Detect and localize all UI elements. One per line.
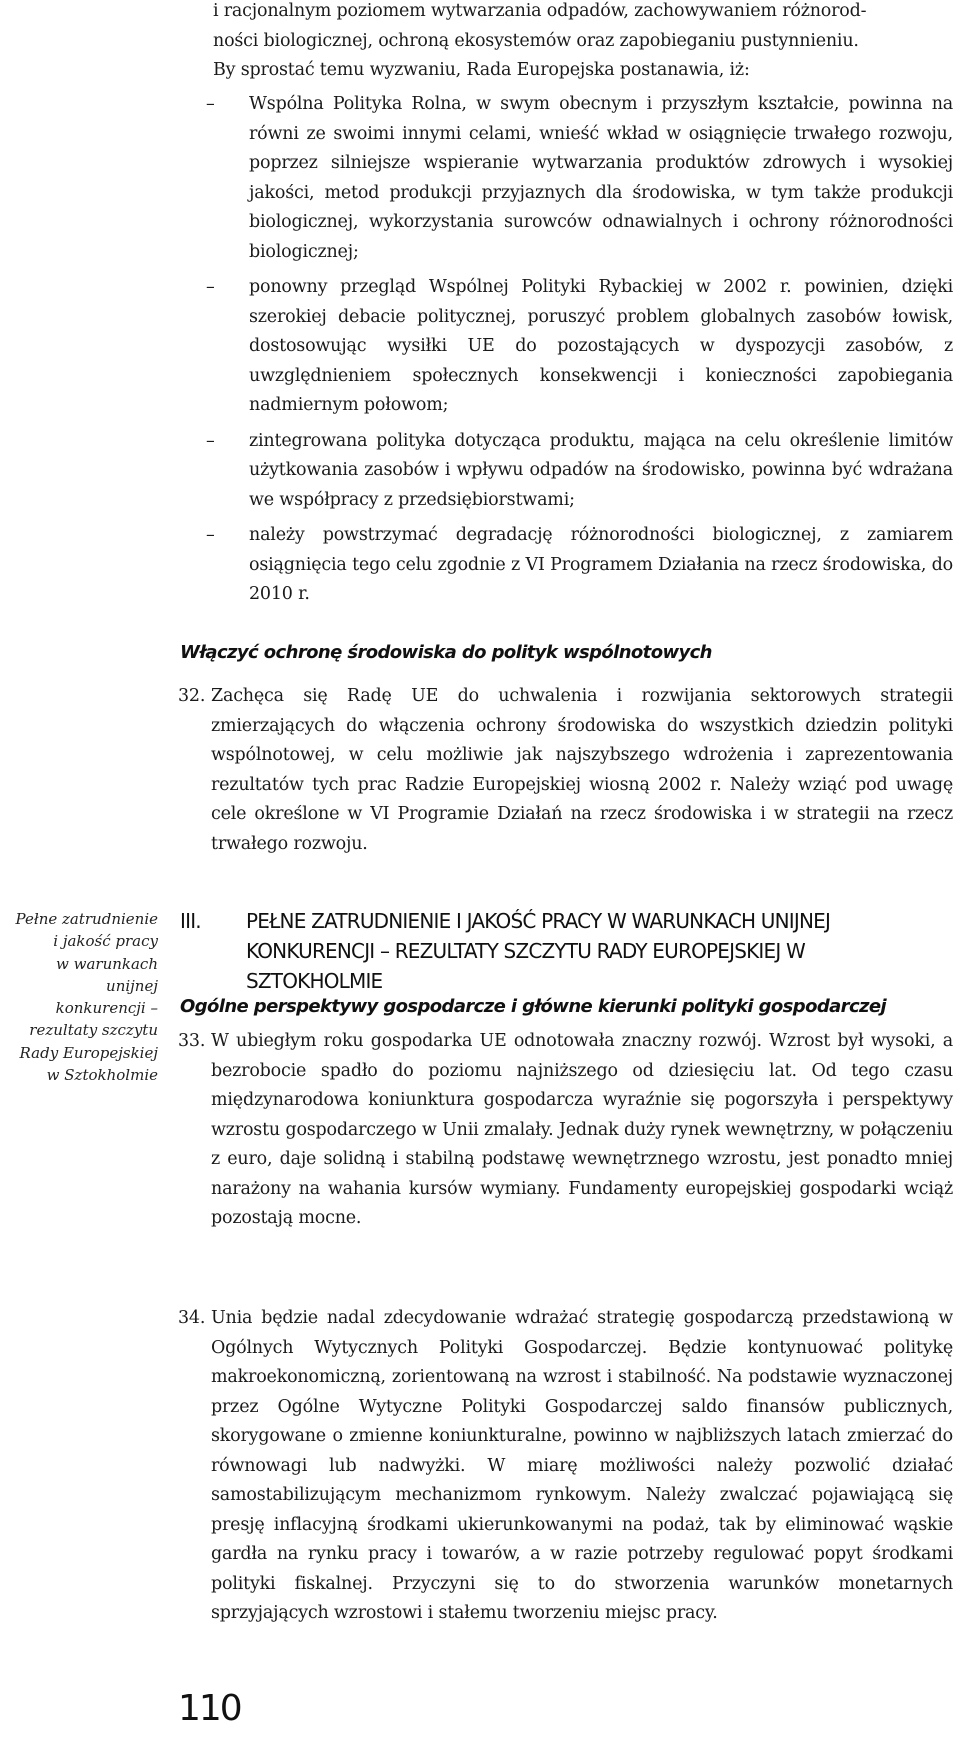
paragraph-text: W ubiegłym roku gospodarka UE odnotowała znaczny rozwój. Wzrost był wysoki, a bezrobocie spadło do poziomu najniższego od dziesięciu lat. Od tego czasu międzynarodowa koniunktura gospodarcza wyraźnie się pogorszyła i perspektywy wzrostu gospodarczego w Unii zmalały. Jednak duży rynek wewnętrzny, w połączeniu z euro, daje solidną i stabilną podstawę wewnętrznego wzrostu, jest ponadto mniej narażony na wahania kursów wymiany. Fundamenty europejskiej gospodarki wciąż pozostają mocne.: [211, 1031, 953, 1228]
numbered-paragraph-33: [178, 1027, 953, 1234]
margin-note-line: w warunkach unijnej: [56, 954, 158, 995]
dash-marker: –: [206, 525, 215, 545]
paragraph-number: 33.: [178, 1031, 206, 1051]
margin-note-line: i jakość pracy: [53, 932, 158, 951]
intro-line: By sprostać temu wyzwaniu, Rada Europejska postanawia, iż:: [213, 60, 750, 80]
margin-note-line: rezultaty szczytu: [29, 1021, 158, 1040]
subheading-economic-perspectives: Ogólne perspektywy gospodarcze i główne kierunki polityki gospodarczej: [180, 996, 887, 1017]
dash-item-text: Wspólna Polityka Rolna, w swym obecnym i przyszłym kształcie, powinna na równi ze swoimi innymi celami, wnieść wkład w osiągnięcie trwałego rozwoju, poprzez silniejsze wspieranie wytwarzania produktów zdrowych i wysokiej jakości, metod produkcji przyjaznych dla środowiska, w tym także produkcji biologicznej, wykorzystania surowców odnawialnych i ochrony różnorodności biologicznej;: [249, 94, 953, 262]
dash-list-item: [206, 521, 953, 610]
dash-marker: –: [206, 430, 215, 451]
page-number: 110: [178, 1688, 241, 1729]
dash-list-item: [206, 427, 953, 516]
dash-marker: –: [206, 94, 215, 114]
dash-item-text: należy powstrzymać degradację różnorodności biologicznej, z zamiarem osiągnięcia tego celu zgodnie z VI Programem Działania na rzecz środowiska, do 2010 r.: [249, 525, 953, 604]
paragraph-number: 34.: [178, 1308, 206, 1328]
section-heading-III: [180, 906, 955, 996]
section-numeral: III.: [180, 909, 201, 933]
margin-note-line: Pełne zatrudnienie: [15, 910, 158, 928]
dash-marker: –: [206, 277, 215, 297]
paragraph-number: 32.: [178, 686, 206, 706]
intro-line: i racjonalnym poziomem wytwarzania odpadów, zachowywaniem różnorod-: [213, 1, 867, 21]
numbered-paragraph-32: [178, 682, 953, 859]
dash-item-text: zintegrowana polityka dotycząca produktu, mająca na celu określenie limitów użytkowania zasobów i wpływu odpadów na środowisko, powinna być wdrażana we współpracy z przedsiębiorstwami;: [249, 430, 953, 510]
intro-paragraph: [213, 0, 953, 86]
margin-note-line: w Sztokholmie: [46, 1066, 158, 1085]
dash-list-item: [206, 273, 953, 421]
subheading-integrate-environment: Włączyć ochronę środowiska do polityk wspólnotowych: [180, 642, 712, 663]
margin-note-line: Rady Europejskiej: [19, 1043, 158, 1062]
numbered-paragraph-34: [178, 1304, 953, 1629]
dash-item-text: ponowny przegląd Wspólnej Polityki Rybackiej w 2002 r. powinien, dzięki szerokiej debacie politycznej, poruszyć problem globalnych zasobów łowisk, dostosowując wysiłki UE do pozostających w dyspozycji zasobów, z uwzględnieniem społecznych konsekwencji i konieczności zapobiegania nadmiernym połowom;: [249, 277, 953, 415]
dash-list-item: [206, 90, 953, 267]
paragraph-text: Zachęca się Radę UE do uchwalenia i rozwijania sektorowych strategii zmierzających do włączenia ochrony środowiska do wszystkich dziedzin polityki wspólnotowej, w celu możliwie jak najszybszego wdrożenia i zaprezentowania rezultatów tych prac Radzie Europejskiej wiosną 2002 r. Należy wziąć pod uwagę cele określone w VI Programie Działań na rzecz środowiska i w strategii na rzecz trwałego rozwoju.: [211, 686, 953, 854]
resolution-dash-list: [206, 90, 953, 616]
paragraph-text: Unia będzie nadal zdecydowanie wdrażać strategię gospodarczą przedstawioną w Ogólnych Wytycznych Polityki Gospodarczej. Będzie kontynuować politykę makroekonomiczną, zorientowaną na wzrost i stabilność. Na podstawie wyznaczonej przez Ogólne Wytyczne Polityki Gospodarczej saldo finansów publicznych, skorygowane o zmienne koniunkturalne, powinno w najbliższych latach zmierzać do równowagi lub nadwyżki. W miarę możliwości należy pozwolić działać samostabilizującym mechanizmom rynkowym. Należy zwalczać pojawiającą się presję inflacyjną środkami ukierunkowanymi na podaż, tak by eliminować wąskie gardła na rynku pracy i towarów, a w razie potrzeby regulować popyt środkami polityki fiskalnej. Przyczyni się to do stworzenia warunków monetarnych sprzyjających wzrostowi i stałemu tworzeniu miejsc pracy.: [211, 1308, 953, 1623]
intro-line: ności biologicznej, ochroną ekosystemów oraz zapobieganiu pustynnieniu.: [213, 30, 859, 51]
section-title: PEŁNE ZATRUDNIENIE I JAKOŚĆ PRACY W WARUNKACH UNIJNEJ KONKURENCJI – REZULTATY SZCZYTU RADY EUROPEJSKIEJ W SZTOKHOLMIE: [246, 909, 831, 993]
margin-note: [0, 908, 158, 1086]
margin-note-line: konkurencji –: [55, 999, 158, 1018]
